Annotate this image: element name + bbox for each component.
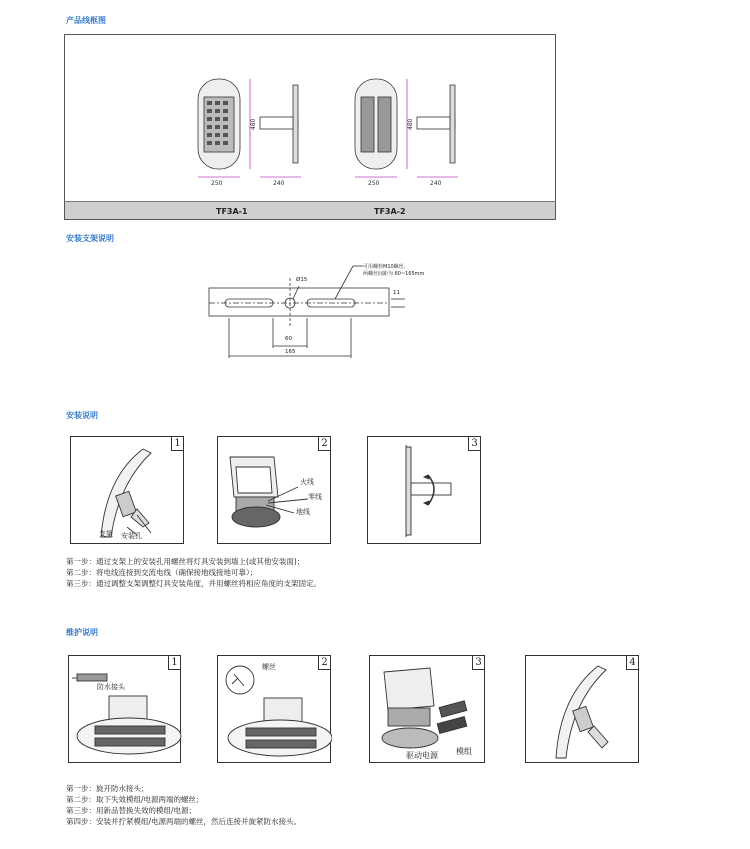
tf3a2-height-label: 480 bbox=[407, 118, 414, 130]
maintenance-step-1: 第一步：旋开防水接头； bbox=[66, 784, 149, 793]
install-panel-1-bracket-label: 支架 bbox=[99, 530, 113, 538]
section-title-maintenance: 维护说明 bbox=[66, 628, 98, 637]
install-panel-2-neutral-label: 零线 bbox=[308, 493, 322, 501]
maintenance-panel-2-screw-label: 螺丝 bbox=[262, 663, 276, 671]
maintenance-panel-3-number: 3 bbox=[472, 655, 485, 670]
maintenance-diagram-4 bbox=[526, 656, 640, 764]
tf3a1-width-label: 250 bbox=[211, 180, 223, 187]
install-steps bbox=[66, 556, 321, 589]
outline-drawing-frame bbox=[64, 34, 556, 220]
install-panel-2-ground-label: 地线 bbox=[296, 508, 310, 516]
maintenance-diagram-2 bbox=[218, 656, 332, 764]
maintenance-panel-3-module-label: 模组 bbox=[456, 747, 472, 756]
bracket-outer-spacing-label: 165 bbox=[285, 349, 296, 355]
tf3a2-depth-label: 240 bbox=[430, 180, 442, 187]
install-panel-1 bbox=[70, 436, 184, 544]
install-panel-2-number: 2 bbox=[318, 436, 331, 451]
outline-model-bar bbox=[64, 201, 556, 220]
bracket-note-line2: 两螺丝间距为 60~165mm bbox=[363, 271, 425, 277]
maintenance-panel-1-connector-label: 防水接头 bbox=[97, 683, 125, 691]
install-step-3: 第三步：通过调整支架调整灯具安装角度，并用螺丝将相应角度的支架固定。 bbox=[66, 579, 321, 588]
maintenance-panel-4-number: 4 bbox=[626, 655, 639, 670]
tf3a1-depth-label: 240 bbox=[273, 180, 285, 187]
maintenance-step-3: 第三步：用新品替换失效的模组/电源； bbox=[66, 806, 197, 815]
maintenance-step-2: 第二步：取下失效模组/电源两端的螺丝； bbox=[66, 795, 204, 804]
install-diagram-3 bbox=[368, 437, 482, 545]
outline-drawings bbox=[65, 35, 555, 203]
maintenance-panel-3 bbox=[369, 655, 485, 763]
install-diagram-1 bbox=[71, 437, 185, 545]
bracket-inner-spacing-label: 60 bbox=[285, 336, 292, 342]
section-title-bracket: 安装支架说明 bbox=[66, 234, 114, 243]
maintenance-diagram-1 bbox=[69, 656, 182, 764]
tf3a1-height-label: 480 bbox=[250, 118, 257, 130]
maintenance-panel-1-number: 1 bbox=[168, 655, 181, 670]
install-panel-2-live-label: 火线 bbox=[300, 478, 314, 486]
install-diagram-2 bbox=[218, 437, 332, 545]
install-panel-2 bbox=[217, 436, 331, 544]
section-title-install: 安装说明 bbox=[66, 411, 98, 420]
bracket-note-line1: 可用螺栓M10螺丝, bbox=[363, 264, 406, 270]
maintenance-panel-3-driver-label: 驱动电源 bbox=[406, 751, 438, 760]
bracket-thickness-label: 11 bbox=[393, 290, 400, 296]
maintenance-panel-2-number: 2 bbox=[318, 655, 331, 670]
maintenance-panel-2 bbox=[217, 655, 331, 763]
install-panel-1-hole-label: 安装孔 bbox=[121, 532, 142, 540]
maintenance-panel-1 bbox=[68, 655, 181, 763]
model-label-tf3a2: TF3A-2 bbox=[374, 207, 406, 216]
install-panel-3-number: 3 bbox=[468, 436, 481, 451]
install-panel-1-number: 1 bbox=[171, 436, 184, 451]
maintenance-panel-4 bbox=[525, 655, 639, 763]
section-title-outline: 产品线框图 bbox=[66, 16, 106, 25]
tf3a2-front-view bbox=[355, 79, 407, 177]
model-label-tf3a1: TF3A-1 bbox=[216, 207, 248, 216]
maintenance-steps bbox=[66, 783, 301, 827]
maintenance-step-4: 第四步：安装并拧紧模组/电源两端的螺丝，然后连接并旋紧防水接头。 bbox=[66, 817, 302, 826]
tf3a1-front-view bbox=[198, 79, 250, 177]
install-step-1: 第一步：通过支架上的安装孔用螺丝将灯具安装到墙上(或其他安装面)； bbox=[66, 557, 305, 566]
install-panel-3 bbox=[367, 436, 481, 544]
tf3a2-width-label: 250 bbox=[368, 180, 380, 187]
install-step-2: 第二步：将电线连接到交流电线（确保接地线接地可靠）； bbox=[66, 568, 258, 577]
bracket-hole-label: Ø15 bbox=[296, 277, 308, 283]
tf3a2-side-view bbox=[417, 85, 458, 177]
tf3a1-side-view bbox=[260, 85, 301, 177]
